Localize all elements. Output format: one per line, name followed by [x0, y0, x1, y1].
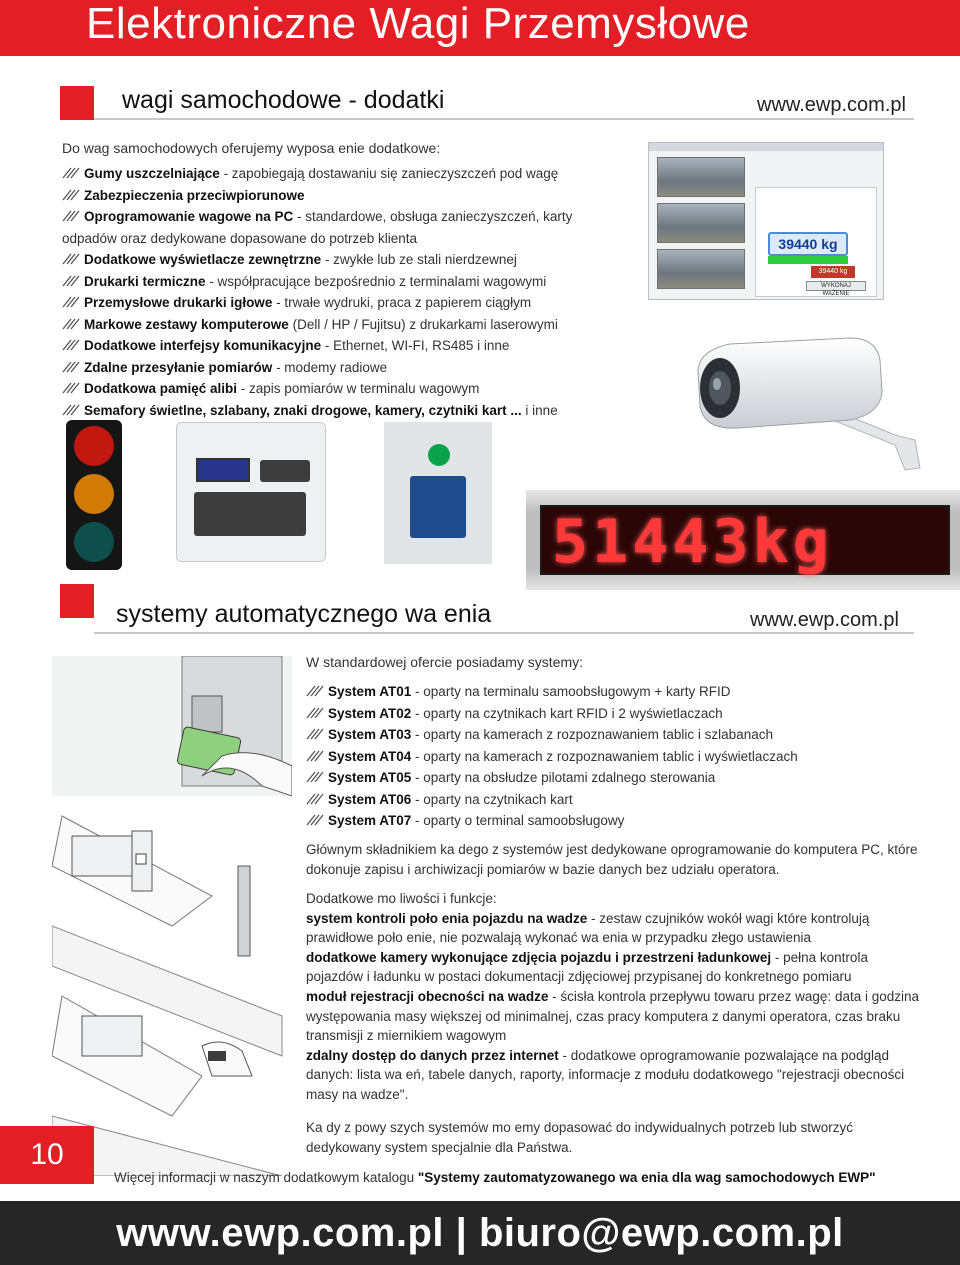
addons-list: [62, 163, 622, 421]
list-item: [62, 271, 622, 293]
terminal-display: [196, 458, 250, 482]
item-bold: Oprogramowanie wagowe na PC: [84, 209, 294, 224]
section-url[interactable]: www.ewp.com.pl: [750, 609, 899, 631]
item-text: - zapobiegają dostawaniu się zanieczyszczeń pod wagę: [219, 166, 559, 181]
system-desc: - oparty na kamerach z rozpoznawaniem tablic i szlabanach: [411, 727, 773, 742]
list-item: [306, 746, 798, 768]
systems-list: [306, 681, 798, 832]
list-item: [62, 335, 622, 357]
weighing-station-illustration: [52, 656, 292, 1176]
system-desc: - oparty na terminalu samoobsługowym + karty RFID: [411, 684, 731, 699]
list-item: [306, 789, 798, 811]
extra-name: dodatkowe kamery wykonujące zdjęcia pojazdu i przestrzeni ładunkowej: [306, 949, 772, 965]
list-item: [62, 206, 622, 249]
item-bold: Zdalne przesyłanie pomiarów: [84, 359, 273, 375]
check-icon: [306, 707, 326, 719]
weigh-button[interactable]: WYKONAJ WAŻENIE: [806, 281, 866, 291]
section-divider: [94, 118, 914, 120]
list-item: [306, 681, 798, 703]
item-bold: Gumy uszczelniające: [84, 166, 220, 181]
led-panel: [540, 505, 950, 575]
weight-small: 39440 kg: [811, 266, 855, 278]
system-name: System AT02: [328, 705, 412, 721]
truck-photo: [657, 249, 745, 289]
system-name: System AT03: [328, 727, 412, 742]
extra-item: [306, 909, 922, 948]
check-icon: [306, 728, 326, 740]
card-reader-pad: [410, 476, 466, 538]
check-icon: [62, 404, 82, 416]
section-title-addons: wagi samochodowe - dodatki: [122, 86, 445, 114]
led-display-sign: [526, 490, 960, 590]
extra-item: [306, 987, 922, 1046]
list-item: [62, 378, 622, 400]
extras-intro: Dodatkowe mo liwości i funkcje:: [306, 891, 497, 906]
item-bold: Dodatkowe wyświetlacze zewnętrzne: [84, 252, 322, 267]
list-item: [62, 400, 622, 422]
item-bold: Dodatkowe interfejsy komunikacyjne: [84, 338, 322, 353]
item-bold: Dodatkowa pamięć alibi: [84, 381, 238, 396]
status-bar: [768, 256, 848, 264]
extra-desc: - pełna kontrola pojazdów i ładunku w postaci dokumentacji zdjęciowej przypisanej do konkretnego pomiaru: [306, 949, 868, 985]
section-marker: [60, 86, 94, 120]
cctv-camera-icon: [690, 330, 930, 475]
system-desc: - oparty na obsłudze pilotami zdalnego sterowania: [411, 770, 716, 785]
check-icon: [62, 296, 82, 308]
check-icon: [62, 189, 82, 201]
item-bold: Przemysłowe drukarki igłowe: [84, 295, 273, 310]
check-icon: [62, 275, 82, 287]
more-info-prefix: Więcej informacji w naszym dodatkowym katalogu: [114, 1170, 418, 1185]
item-bold: Zabezpieczenia przeciwpiorunowe: [84, 187, 305, 203]
list-item: [62, 185, 622, 207]
closing-text: Ka dy z powy szych systemów mo emy dopasować do indywidualnych potrzeb lub stworzyć dedykowany system specjalnie dla Państwa.: [306, 1120, 853, 1155]
status-lamp-icon: [428, 444, 450, 466]
section-divider: [94, 632, 914, 634]
system-name: System AT04: [328, 748, 412, 764]
system-desc: - oparty na kamerach z rozpoznawaniem tablic i wyświetlaczach: [411, 748, 798, 764]
terminal-keypad: [194, 492, 306, 536]
extra-desc: - ścisła kontrola przepływu towaru przez wagę: data i godzina występowania masy większej od minimalnej, czas pracy komputera z danymi operatora, czas braku transmisji z miernikiem wagowym: [306, 988, 920, 1044]
extra-name: system kontroli poło enia pojazdu na wadze: [306, 910, 588, 926]
list-item: [306, 767, 798, 789]
system-name: System AT01: [328, 684, 412, 699]
item-text: (Dell / HP / Fujitsu) z drukarkami laserowymi: [288, 316, 558, 332]
system-desc: - oparty na czytnikach kart RFID i 2 wyświetlaczach: [411, 705, 723, 721]
check-icon: [306, 771, 326, 783]
list-item: [62, 163, 622, 185]
check-icon: [62, 210, 82, 222]
extras-block: [306, 889, 922, 1105]
more-info-text: [114, 1170, 876, 1185]
check-icon: [62, 361, 82, 373]
check-icon: [62, 339, 82, 351]
extra-item: [306, 1046, 922, 1105]
truck-photo: [657, 203, 745, 243]
page-number: 10: [0, 1126, 94, 1184]
list-item: [62, 292, 622, 314]
list-item: [62, 314, 622, 336]
check-icon: [306, 814, 326, 826]
weight-display: 39440 kg: [768, 232, 848, 256]
item-bold: Markowe zestawy komputerowe: [84, 316, 289, 332]
system-name: System AT06: [328, 791, 412, 807]
extra-desc: - dodatkowe oprogramowanie pozwalające na podgląd danych: lista wa eń, tabele danych, raporty, informacje z modułu dodatkowego "rejestracji obecności masy na wadze".: [306, 1047, 905, 1102]
footer-contact[interactable]: www.ewp.com.pl | biuro@ewp.com.pl: [116, 1211, 844, 1255]
extra-item: [306, 948, 922, 987]
terminal-keys: [260, 460, 310, 482]
main-component-text: Głównym składnikiem ka dego z systemów jest dedykowane oprogramowanie do komputera PC, które dokonuje zapisu i archiwizacji pomiarów w bazie danych bez udziału operatora.: [306, 842, 918, 877]
check-icon: [62, 382, 82, 394]
truck-photo: [657, 157, 745, 197]
item-text: - współpracujące bezpośrednio z terminalami wagowymi: [205, 273, 547, 289]
item-bold: Drukarki termiczne: [84, 273, 206, 289]
check-icon: [62, 318, 82, 330]
catalog-name: "Systemy zautomatyzowanego wa enia dla wag samochodowych EWP": [417, 1170, 876, 1185]
check-icon: [62, 253, 82, 265]
check-icon: [306, 685, 326, 697]
system-desc: - oparty na czytnikach kart: [411, 791, 573, 807]
item-text: - modemy radiowe: [272, 359, 388, 375]
list-item: [306, 703, 798, 725]
item-text: - zwykłe lub ze stali nierdzewnej: [321, 252, 517, 267]
traffic-light-icon: [58, 420, 130, 570]
led-readout: 51443kg: [552, 507, 833, 577]
check-icon: [306, 793, 326, 805]
list-item: [62, 357, 622, 379]
list-item: [62, 249, 622, 271]
extra-name: moduł rejestracji obecności na wadze: [306, 988, 549, 1004]
item-text: - trwałe wydruki, praca z papierem ciągłym: [272, 295, 532, 310]
addons-intro: Do wag samochodowych oferujemy wyposa enie dodatkowe:: [62, 140, 441, 156]
item-text: - standardowe, obsługa zanieczyszczeń, karty odpadów oraz dedykowane dopasowane do potrzeb klienta: [62, 209, 573, 246]
weighing-terminal: [176, 422, 326, 562]
section-marker: [60, 584, 94, 618]
item-bold: Semafory świetlne, szlabany, znaki drogowe, kamery, czytniki kart ...: [84, 402, 522, 418]
system-name: System AT05: [328, 770, 412, 785]
page-title: Elektroniczne Wagi Przemysłowe: [86, 0, 750, 48]
rfid-reader: [384, 422, 492, 564]
check-icon: [62, 167, 82, 179]
list-item: [306, 810, 798, 832]
item-text: i inne: [521, 402, 558, 418]
check-icon: [306, 750, 326, 762]
item-text: - Ethernet, WI-FI, RS485 i inne: [321, 338, 510, 353]
systems-intro: W standardowej ofercie posiadamy systemy:: [306, 654, 583, 670]
extra-desc: - zestaw czujników wokół wagi które kontrolują prawidłowe poło enie, nie pozwalają wykonać wa enia w przypadku złego ustawienia: [306, 910, 870, 946]
window-titlebar: [649, 143, 883, 151]
system-desc: - oparty o terminal samoobsługowy: [411, 813, 625, 828]
system-name: System AT07: [328, 813, 412, 828]
section-title-systems: systemy automatycznego wa enia: [116, 600, 492, 628]
extra-name: zdalny dostęp do danych przez internet: [306, 1047, 559, 1063]
item-text: - zapis pomiarów w terminalu wagowym: [237, 381, 480, 396]
section-url[interactable]: www.ewp.com.pl: [757, 94, 906, 116]
list-item: [306, 724, 798, 746]
